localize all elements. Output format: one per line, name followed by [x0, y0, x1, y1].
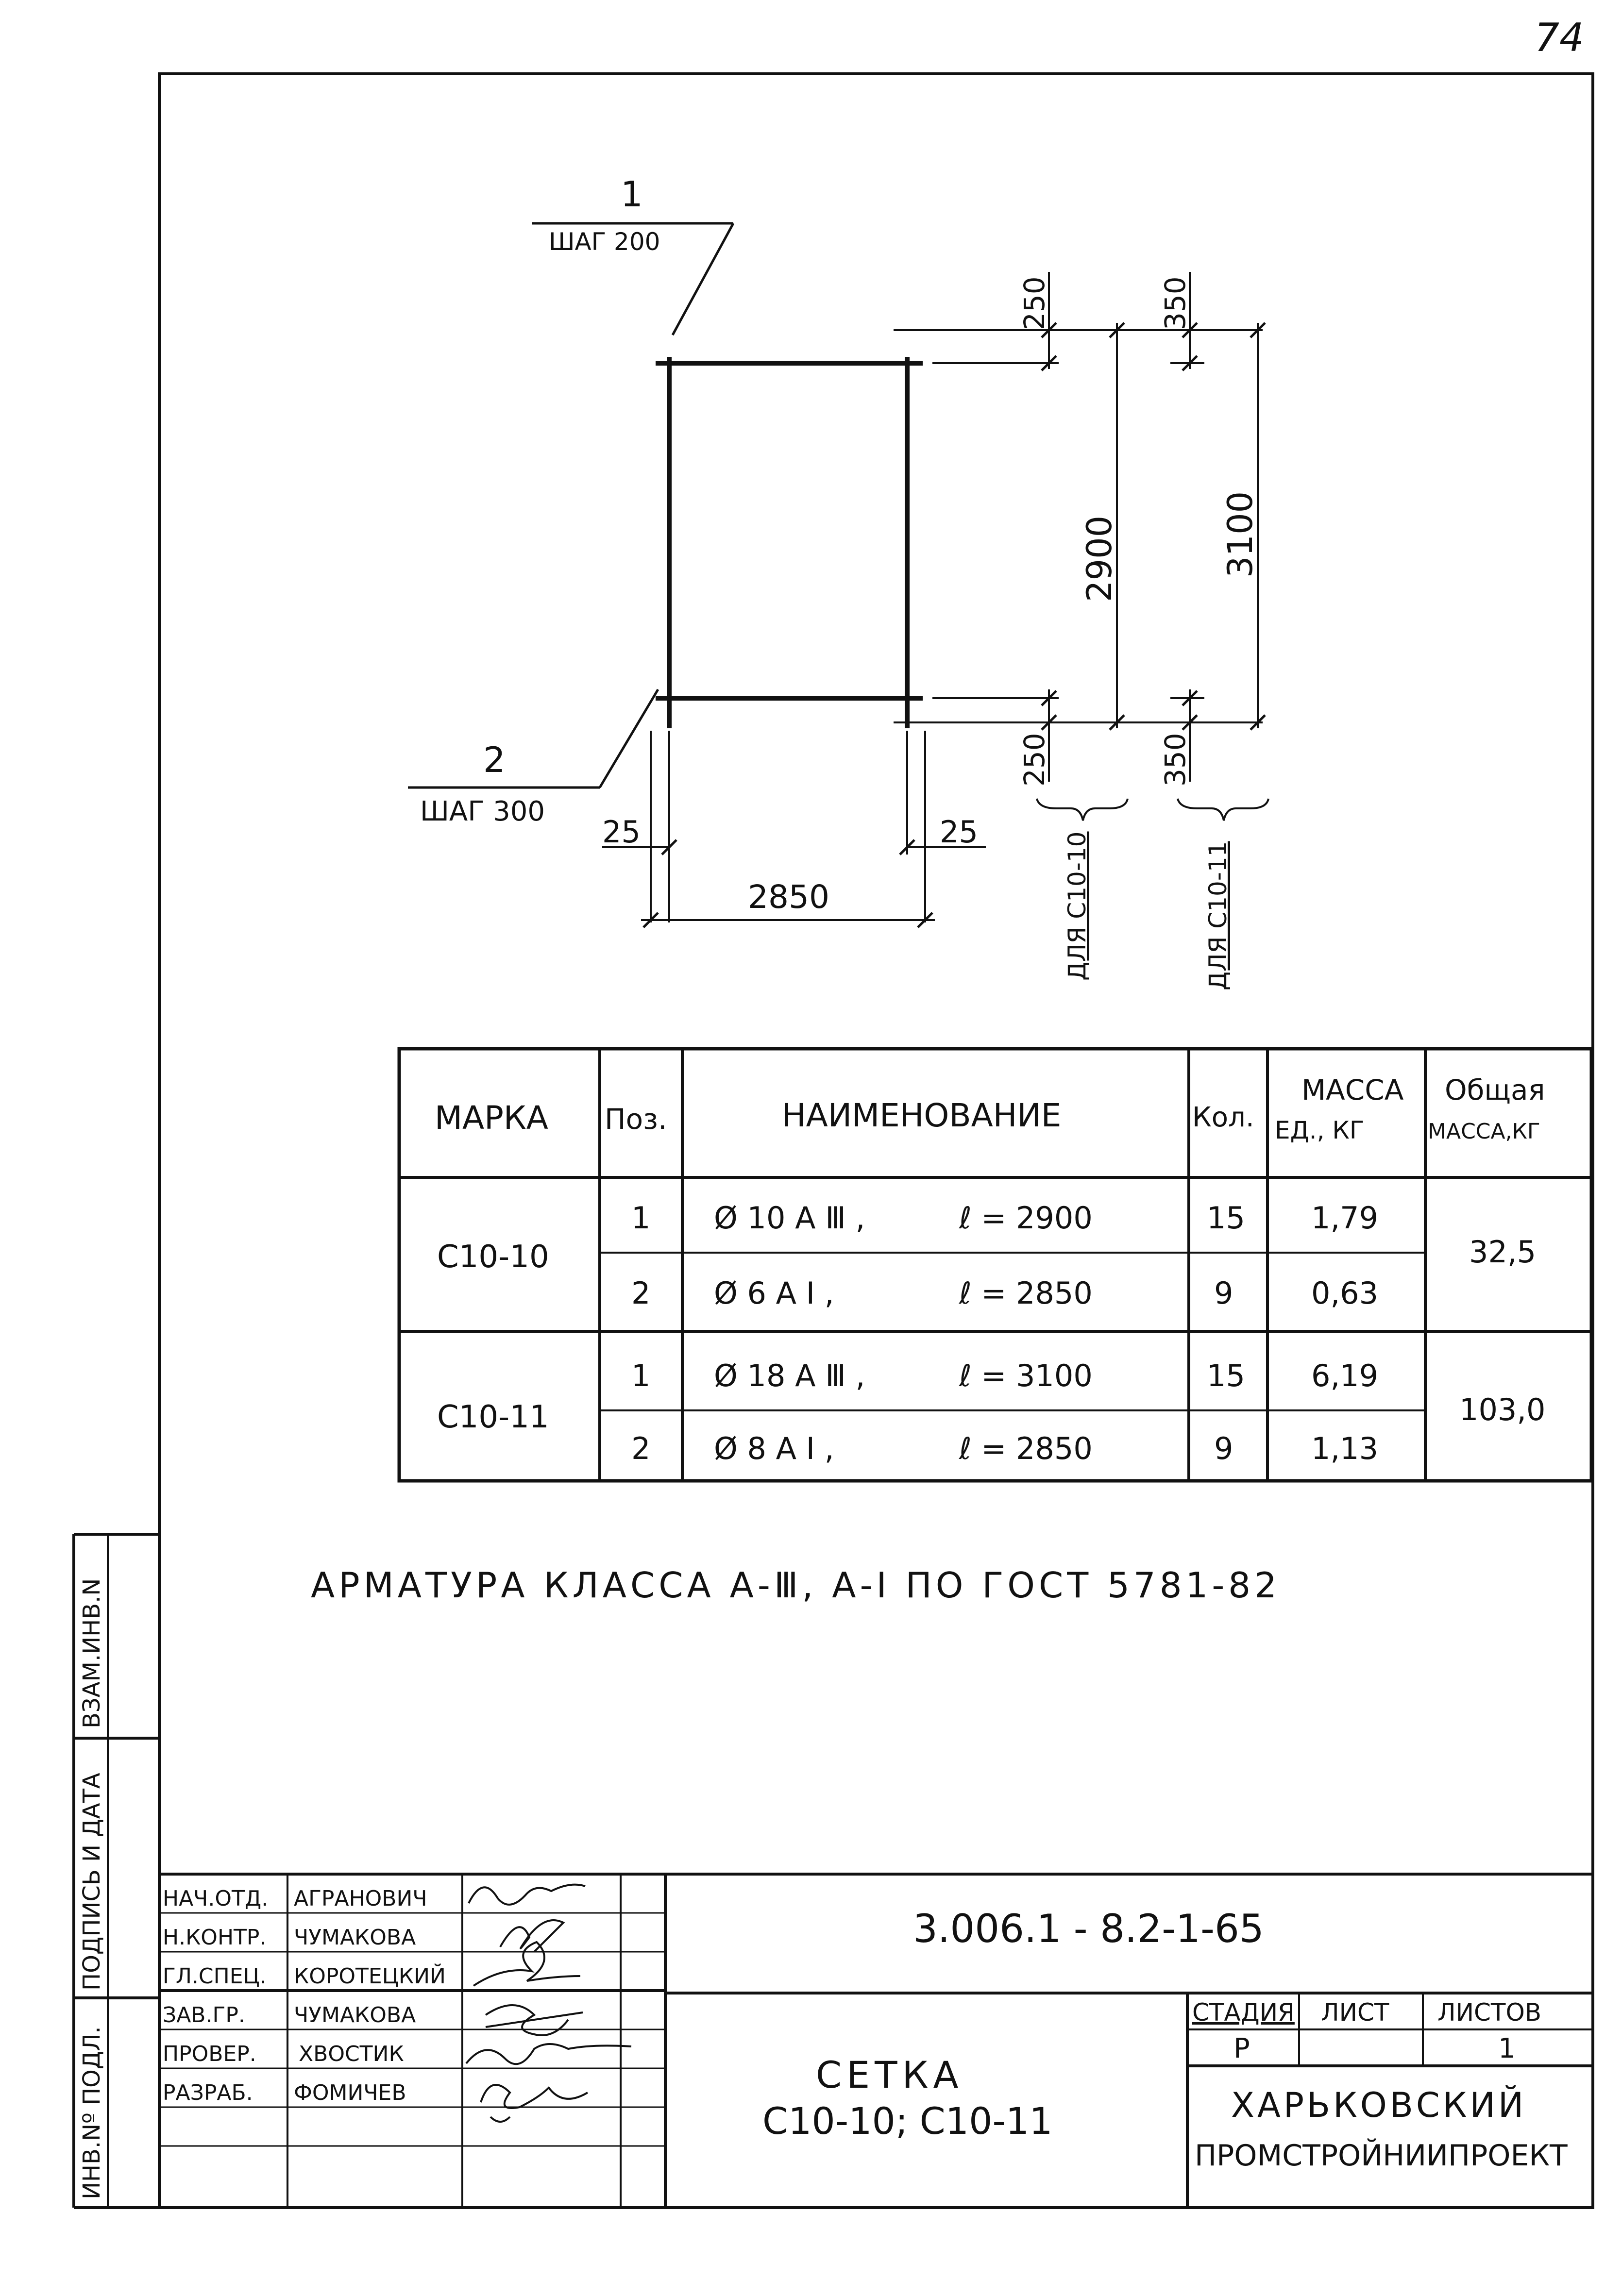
signatory-role: ЗАВ.ГР. — [163, 2003, 245, 2028]
signatory-name: ЧУМАКОВА — [294, 2003, 416, 2028]
dim-width: 2850 — [748, 878, 829, 916]
row-qty: 9 — [1214, 1431, 1233, 1466]
drawing-title-2: С10-10; С10-11 — [762, 2099, 1053, 2143]
row-length: ℓ = 3100 — [959, 1358, 1093, 1393]
row-length: ℓ = 2850 — [959, 1275, 1093, 1311]
header-mass-total-1: Общая — [1445, 1073, 1545, 1106]
signatory-name: ЧУМАКОВА — [294, 1925, 416, 1950]
group-total-mass: 103,0 — [1459, 1392, 1546, 1427]
pos1-leader — [532, 174, 733, 335]
podpis-data-stamp: ПОДПИСЬ И ДАТА — [78, 1773, 105, 1991]
row-bar: Ø 10 A Ⅲ , — [714, 1200, 865, 1236]
signatory-role: ГЛ.СПЕЦ. — [163, 1964, 267, 1989]
reinforcement-note: АРМАТУРА КЛАССА А-Ⅲ, А-Ⅰ ПО ГОСТ 5781-82 — [311, 1565, 1281, 1606]
sheets-value: 1 — [1498, 2033, 1516, 2064]
brace-c10-11 — [1178, 799, 1268, 821]
sheet-label: ЛИСТ — [1321, 1998, 1389, 2027]
row-qty: 15 — [1207, 1200, 1245, 1236]
dim-bottom-offset-b: 350 — [1159, 733, 1192, 787]
header-pos: Поз. — [605, 1103, 667, 1136]
row-length: ℓ = 2850 — [959, 1431, 1093, 1466]
header-mass-unit-1: МАССА — [1301, 1073, 1404, 1106]
stage-value: Р — [1233, 2033, 1250, 2064]
vzam-inv-stamp: ВЗАМ.ИНВ.N — [78, 1578, 105, 1728]
pos1-number: 1 — [621, 174, 643, 215]
signatory-role: Н.КОНТР. — [163, 1925, 267, 1950]
org-name-2: ПРОМСТРОЙНИИПРОЕКТ — [1195, 2139, 1568, 2173]
side-stamp-column — [74, 1534, 159, 2208]
header-mark: МАРКА — [435, 1099, 548, 1137]
dim-height-a: 2900 — [1080, 515, 1119, 602]
row-length: ℓ = 2900 — [959, 1200, 1093, 1236]
signatures — [466, 1885, 631, 2122]
row-mass: 6,19 — [1311, 1358, 1379, 1393]
dim-bottom-offset-a: 250 — [1018, 733, 1051, 787]
for-c10-10-label: ДЛЯ С10-10 — [1063, 831, 1091, 981]
row-bar: Ø 6 A I , — [714, 1275, 834, 1311]
dim-top-offset-a: 250 — [1018, 276, 1051, 330]
signatory-role: НАЧ.ОТД. — [163, 1886, 269, 1911]
spec-table — [399, 1049, 1591, 1481]
header-qty: Кол. — [1192, 1102, 1254, 1133]
mesh-drawing — [408, 174, 1268, 990]
signatory-name: КОРОТЕЦКИЙ — [294, 1964, 446, 1989]
signatory-name: ФОМИЧЕВ — [294, 2080, 406, 2105]
inv-podl-stamp: ИНВ.Nº ПОДЛ. — [78, 2026, 105, 2199]
dim-height-b: 3100 — [1220, 491, 1260, 578]
row-pos: 2 — [631, 1275, 651, 1311]
sheets-label: ЛИСТОВ — [1437, 1998, 1542, 2027]
row-pos: 1 — [631, 1200, 651, 1236]
pos2-leader — [408, 689, 658, 827]
header-mass-unit-2: ЕД., КГ — [1275, 1116, 1365, 1144]
row-mass: 1,13 — [1311, 1431, 1379, 1466]
page-number: 74 — [1535, 15, 1584, 60]
signatory-role: ПРОВЕР. — [163, 2042, 256, 2066]
row-mass: 1,79 — [1311, 1200, 1379, 1236]
pos1-step: ШАГ 200 — [549, 228, 660, 256]
dim-left-overhang: 25 — [602, 814, 641, 850]
dim-top-offset-b: 350 — [1159, 276, 1192, 330]
group-mark: С10-11 — [437, 1399, 549, 1435]
brace-c10-10 — [1037, 799, 1128, 821]
for-c10-11-label: ДЛЯ С10-11 — [1204, 841, 1232, 990]
pos2-number: 2 — [483, 739, 506, 780]
stage-label: СТАДИЯ — [1192, 1998, 1295, 2027]
row-qty: 9 — [1214, 1275, 1233, 1311]
signatory-name: АГРАНОВИЧ — [294, 1886, 427, 1911]
row-pos: 2 — [631, 1431, 651, 1466]
drawing-title-1: СЕТКА — [816, 2053, 963, 2096]
title-block — [159, 1874, 1593, 2208]
row-bar: Ø 18 A Ⅲ , — [714, 1358, 865, 1393]
header-name: НАИМЕНОВАНИЕ — [782, 1097, 1062, 1134]
signatory-name: ХВОСТИК — [299, 2042, 404, 2066]
row-bar: Ø 8 A I , — [714, 1431, 834, 1466]
row-pos: 1 — [631, 1358, 651, 1393]
pos2-step: ШАГ 300 — [420, 796, 545, 827]
signatory-role: РАЗРАБ. — [163, 2080, 253, 2105]
header-mass-total-2: МАССА,КГ — [1428, 1119, 1540, 1144]
group-total-mass: 32,5 — [1469, 1234, 1537, 1270]
group-mark: С10-10 — [437, 1239, 549, 1275]
dim-right-overhang: 25 — [940, 814, 978, 850]
row-qty: 15 — [1207, 1358, 1245, 1393]
doc-code: 3.006.1 - 8.2-1-65 — [913, 1906, 1264, 1951]
org-name-1: ХАРЬКОВСКИЙ — [1231, 2085, 1527, 2125]
row-mass: 0,63 — [1311, 1275, 1379, 1311]
